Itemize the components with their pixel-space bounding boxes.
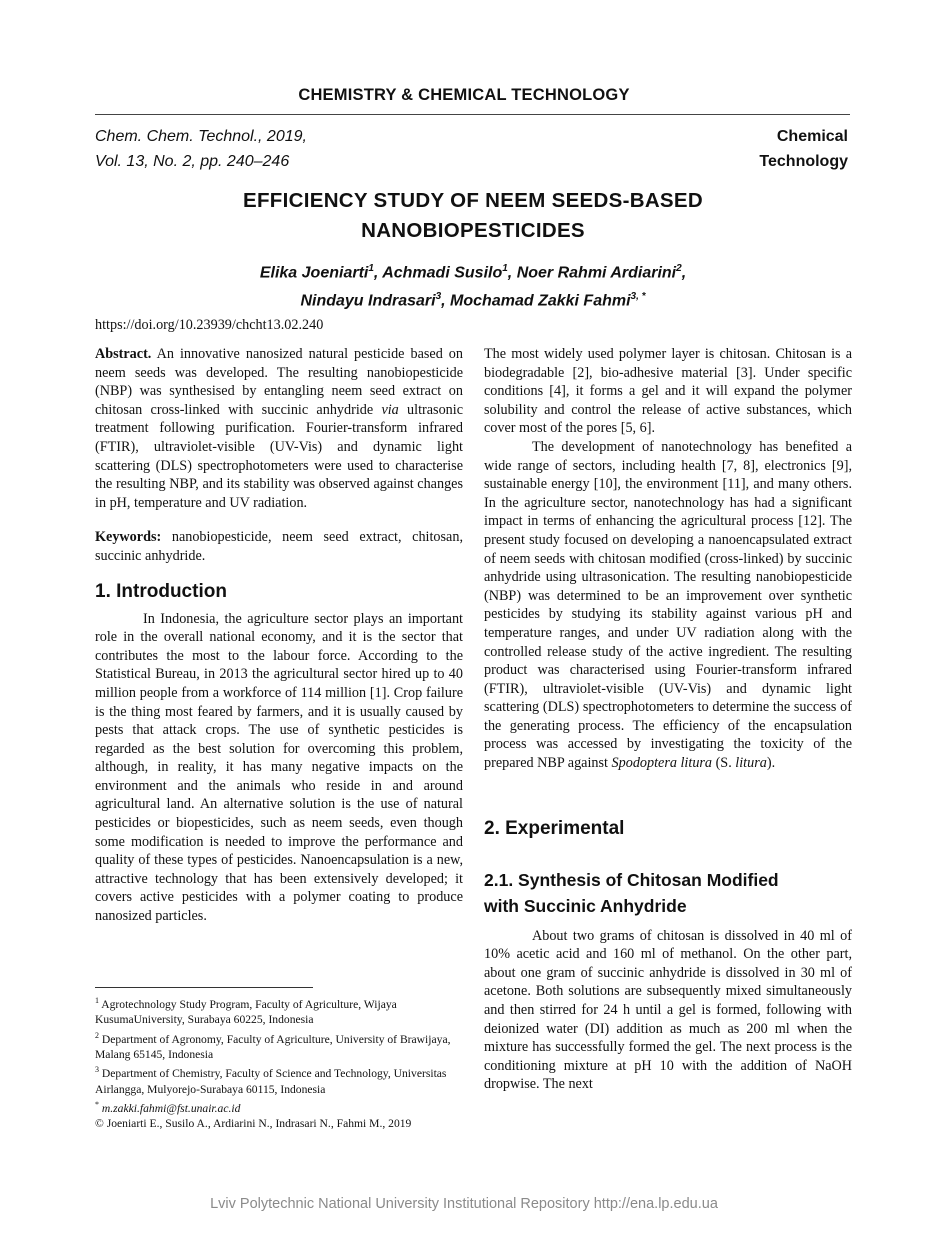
citation-line-1: Chem. Chem. Technol., 2019, — [95, 128, 307, 145]
subsection-heading-line-2: with Succinic Anhydride — [484, 895, 687, 916]
author-line-1 — [0, 257, 928, 285]
section-tag-line-1: Chemical — [776, 128, 848, 145]
author-separator: , — [441, 292, 451, 310]
footnote-corresponding-email — [95, 1097, 465, 1116]
author-separator: , — [681, 264, 687, 282]
species-short-name: litura — [735, 755, 767, 772]
right-column — [484, 345, 852, 1094]
intro-p2-end: ). — [766, 755, 776, 772]
abstract-italic-via: via — [381, 401, 399, 418]
author-affiliation-mark: 2 — [676, 263, 682, 274]
abstract-text-cont: ultrasonic treatment following purification. Fourier-transform infrared (FTIR), ultraviolet-visible (UV-Vis) and dynamic light scattering (DLS) spectrophotometers were used to characterise the resulting NBP, and its stability was observed against changes in pH, temperature and UV radiation. — [95, 401, 464, 511]
author-line-2 — [0, 285, 928, 313]
corresponding-email-link[interactable]: m.zakki.fahmi@fst.unair.ac.id — [99, 1101, 241, 1115]
author-name: Noer Rahmi Ardiarini — [516, 264, 677, 282]
footnote-text: Department of Agronomy, Faculty of Agriculture, University of Brawijaya, Malang 65145, Indonesia — [95, 1032, 451, 1061]
footnote-rule — [95, 987, 313, 988]
author-separator: , — [373, 264, 383, 282]
keywords-label: Keywords: — [95, 529, 162, 546]
author-name: Mochamad Zakki Fahmi — [450, 292, 631, 310]
intro-p2-text: The development of nanotechnology has benefited a wide range of sectors, including health [7, 8], electronics [9], sustainable energy [10], the environment [11], and many others. In the agriculture sector, nanotechnology has had a significant impact in terms of enhancing the agricultural process [12]. The present study focused on developing a nanoencapsulated extract of neem seeds with chitosan modified (cross-linked) by succinic anhydride using ultrasonication. The resulting nanobiopesticide (NBP) was determined to be an improvement over synthetic pesticides by studying its stability against various pH and temperature ranges, and under UV radiation along with the controlled release study of the active ingredient. The resulting product was characterised using Fourier-transform infrared (FTIR), ultraviolet-visible (UV-Vis) and dynamic light scattering (DLS) spectrophotometers to determine the success of the generating process. The efficiency of the encapsulation process was accessed by investigating the toxicity of the prepared NBP against — [484, 438, 852, 772]
author-affiliation-mark: 3, * — [630, 291, 646, 303]
abstract-text: An innovative nanosized natural pesticide based on neem seeds was developed. The resulting nanobiopesticide (NBP) was synthesised by entangling neem seed extract on chitosan cross-linked with succinic anhydride — [95, 346, 463, 418]
footnote-affiliation-3 — [95, 1062, 465, 1097]
intro-p2-mid: (S. — [712, 755, 736, 772]
footnote-mark: 3 — [95, 1065, 99, 1075]
keywords — [95, 528, 463, 565]
footnote-mark: * — [95, 1100, 99, 1110]
intro-paragraph-2 — [484, 438, 852, 773]
article-title — [0, 186, 928, 246]
footnote-text: Agrotechnology Study Program, Faculty of Agriculture, Wijaya KusumaUniversity, Surabaya 60225, Indonesia — [95, 997, 397, 1027]
left-column — [95, 345, 463, 926]
footnote-mark: 1 — [95, 996, 99, 1005]
header-rule — [95, 114, 850, 115]
intro-paragraph-1-continued: The most widely used polymer layer is chitosan. Chitosan is a biodegradable [2], bio-adhesive material [3]. Under specific conditions [4], it forms a gel and it will expand the polymer solubility and control the release of active substances, which cover most of the pores [5, 6]. — [484, 346, 852, 437]
author-name: Nindayu Indrasari — [300, 292, 436, 310]
author-list — [0, 257, 928, 314]
journal-name: CHEMISTRY & CHEMICAL TECHNOLOGY — [298, 86, 630, 104]
subsection-heading-line-1: 2.1. Synthesis of Chitosan Modified — [484, 869, 779, 890]
doi-link[interactable]: https://doi.org/10.23939/chcht13.02.240 — [95, 317, 324, 333]
author-affiliation-mark: 1 — [368, 263, 374, 274]
footnote-affiliation-1 — [95, 993, 465, 1028]
author-name: Achmadi Susilo — [382, 264, 503, 282]
section-heading-experimental: 2. Experimental — [484, 817, 625, 839]
author-affiliation-mark: 3 — [435, 291, 442, 303]
footnote-affiliation-2 — [95, 1028, 465, 1063]
footnote-mark: 2 — [95, 1030, 99, 1040]
keywords-text: nanobiopesticide, neem seed extract, chitosan, succinic anhydride. — [95, 529, 463, 564]
title-line-2: NANOBIOPESTICIDES — [361, 219, 585, 242]
species-name: Spodoptera litura — [611, 755, 713, 772]
title-line-1: EFFICIENCY STUDY OF NEEM SEEDS-BASED — [243, 189, 703, 212]
footnotes — [95, 993, 465, 1132]
abstract — [95, 345, 463, 512]
intro-paragraph-1: In Indonesia, the agriculture sector plays an important role in the overall national economy, and it is the sector that contributes the most to the labour force. According to the Statistical Bureau, in 2013 the agricultural sector hired up to 40 million people from a workforce of 114 million [1]. Crop failure is the thing most feared by farmers, and it is usually caused by pests that attack crops. The use of synthetic pesticides is regarded as the best solution for overcoming this problem, although, in reality, it has many negative impacts on the environment and the animals who reside in and around agricultural land. An alternative solution is the use of natural pesticides or biopesticides, such as neem seeds, even though some modification is needed to improve the performance and quality of these types of pesticides. Nanoencapsulation is a new, attractive technology that has been extensively developed; it covers active pesticides with a polymer coating to produce nanosized particles. — [95, 610, 463, 925]
section-tag-line-2: Technology — [759, 153, 848, 170]
repository-footer: Lviv Polytechnic National University Institutional Repository http://ena.lp.edu.ua — [210, 1196, 718, 1212]
author-name: Elika Joeniarti — [259, 264, 369, 282]
journal-citation — [95, 124, 307, 174]
copyright-notice: © Joeniarti E., Susilo A., Ardiarini N., Indrasari N., Fahmi M., 2019 — [95, 1117, 412, 1131]
section-tag — [759, 124, 848, 174]
abstract-label: Abstract. — [95, 346, 152, 362]
footnote-text: Department of Chemistry, Faculty of Science and Technology, Universitas Airlangga, Mulyorejo-Surabaya 60115, Indonesia — [95, 1067, 447, 1096]
section-heading-introduction: 1. Introduction — [95, 580, 227, 602]
experimental-paragraph-1: About two grams of chitosan is dissolved in 40 ml of 10% acetic acid and 160 ml of methanol. On the other part, about one gram of succinic anhydride is dissolved in 30 ml of acetone. Both solutions are subsequently mixed simultaneously and then stirred for 24 h until a gel is formed, following with deionized water (DI) addition as much as 200 ml when the mixture has successfully formed the gel. The next process is the conditioning mixture at pH 10 with the addition of NaOH dropwise. The next — [484, 927, 852, 1093]
author-separator: , — [507, 264, 517, 282]
citation-line-2: Vol. 13, No. 2, pp. 240–246 — [95, 153, 290, 170]
subsection-heading-synthesis — [484, 867, 852, 919]
author-affiliation-mark: 1 — [502, 263, 508, 274]
